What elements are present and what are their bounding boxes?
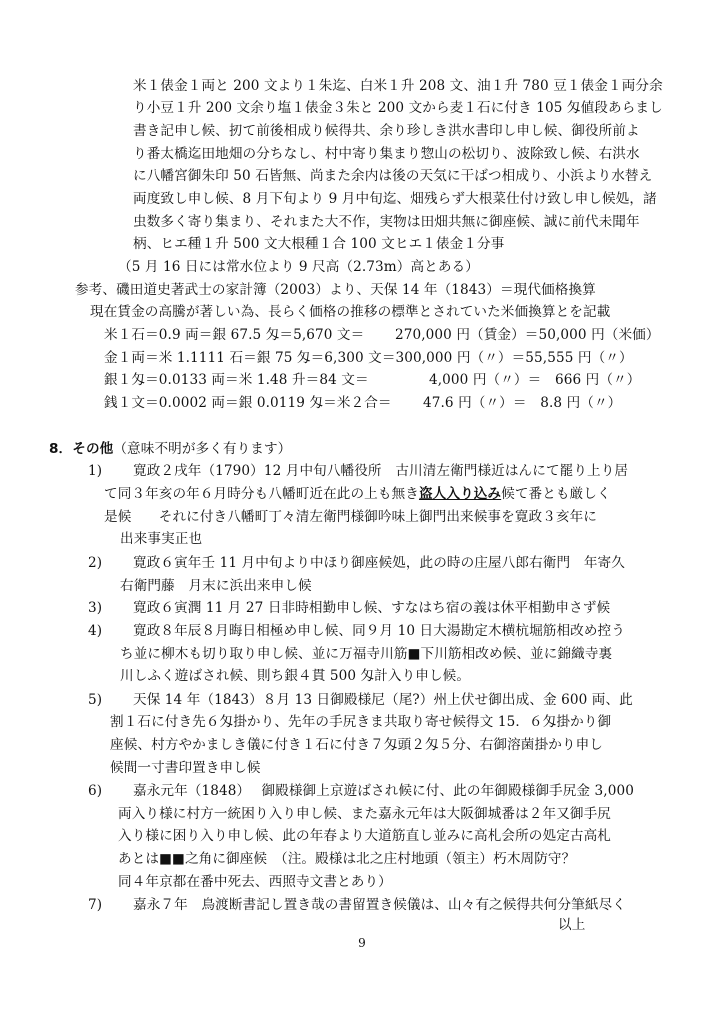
item-text: 候間一寸書印置き申し候 (110, 760, 261, 776)
price-row-left: 銀１匁＝0.0133 両＝米 1.48 升＝84 文＝ (104, 372, 369, 388)
page-number: 9 (358, 936, 366, 950)
item-text: 嘉永元年（1848） 御殿様御上京遊ばされ候に付、此の年御殿様御手尻金 3,000 (133, 783, 634, 799)
text-line: に八幡宮御朱印 50 石皆無、尚また余内は後の天気に干ばつ相成り、小浜より水替え (133, 168, 653, 184)
item-text: 入り様に困り入り申し候、此の年春より大道筋直し並みに高札会所の処定古高札 (118, 828, 611, 844)
item-number: 6) (88, 783, 103, 799)
item-text: ち並に柳木も切り取り申し候、並に万福寺川筋■下川筋相改め候、並に錦織寺裏 (120, 646, 613, 662)
item-text: て同３年亥の年６月時分も八幡町近在此の上も無き盗人入り込み候て番とも厳しく (104, 486, 611, 502)
item-text: 右衛門藤 月末に浜出来申し候 (120, 578, 312, 594)
item-text: 寛政６寅潤 11 月 27 日非時相勤申し候、すなはち宿の義は休平相勤申さず候 (133, 600, 611, 616)
item-number: 3) (88, 600, 103, 616)
item-number: 2) (88, 555, 103, 571)
item-number: 7) (88, 897, 103, 913)
reference-subtitle: 現在賃金の高騰が著しい為、長らく価格の推移の標準とされていた米価換算とを記載 (90, 304, 611, 320)
emphasis-text: 盗人入り込み (418, 486, 502, 502)
text-line: 米１俵金１両と 200 文より１朱迄、白米１升 208 文、油１升 780 豆１俵金１両分余 (133, 78, 663, 94)
item-text: 割１石に付き先６匁掛かり、先年の手尻きま共取り寄せ候得文 15．６匁掛かり御 (110, 714, 612, 730)
item-text: 是候 それに付き八幡町丁々清左衛門様御吟味上御門出来候事を寛政３亥年に (104, 509, 597, 525)
closing-text: 以上 (558, 917, 586, 933)
item-text: 寛政２戌年（1790）12 月中旬八幡役所 古川清左衛門様近はんにて罷り上り居 (133, 463, 629, 479)
item-text: 両入り様に村方一統困り入り申し候、また嘉永元年は大阪御城番は２年又御手尻 (118, 806, 611, 822)
section-number: 8． (49, 441, 73, 457)
price-row-right: 270,000 円（賃金）＝50,000 円（米価） (395, 327, 660, 343)
item-number: 4) (88, 623, 103, 639)
item-text: 寛政８年辰８月晦日相極め申し候、同９月 10 日大湯勘定木横杭堀筋相改め控う (133, 623, 625, 639)
item-text: 天保 14 年（1843）８月 13 日御殿様尼（尾?）州上伏せ御出成、金 600 両、此 (133, 692, 633, 708)
item-text: 出来事実正也 (120, 531, 203, 547)
price-row-right: 4,000 円（〃）＝ 666 円（〃） (429, 372, 641, 388)
item-text: 嘉永７年 鳥渡断書記し置き哉の書留置き候儀は、山々有之候得共何分筆紙尽く (133, 897, 626, 913)
section-heading (49, 439, 291, 459)
price-row-right: 47.6 円（〃）＝ 8.8 円（〃） (423, 395, 622, 411)
reference-title: 参考、磯田道史著武士の家計簿（2003）より、天保 14 年（1843）＝現代価格換算 (75, 282, 596, 298)
price-row-left: 米１石＝0.9 両＝銀 67.5 匁＝5,670 文＝ (104, 327, 365, 343)
text-line: 書き記申し候、扨て前後相成り候得共、余り珍しき洪水書印し申し候、御役所前よ (133, 123, 640, 139)
item-number: 5) (88, 692, 103, 708)
item-text: 寛政６寅年壬 11 月中旬より中ほり御座候処，此の時の庄屋八郎右衛門 年寄久 (133, 555, 625, 571)
text-line: り番太橋迄田地畑の分ちなし、村中寄り集まり惣山の松切り、波除致し候、右洪水 (133, 146, 640, 162)
price-row-left: 銭１文＝0.0002 両＝銀 0.0119 匁＝米２合＝ (104, 395, 392, 411)
section-title: その他 (72, 441, 114, 457)
price-row-left: 金１両＝米 1.1111 石＝銀 75 匁＝6,300 文＝300,000 円（〃）＝55,555 円（〃） (104, 350, 633, 366)
text-line: 虫数多く寄り集まり、それまた大不作，実物は田畑共無に御座候、誠に前代未聞年 (133, 214, 640, 230)
section-note: （意味不明が多く有ります） (113, 441, 292, 457)
text-line: 柄、ヒエ種１升 500 文大根種１合 100 文ヒエ１俵金１分事 (133, 236, 505, 252)
text-line: （5 月 16 日には常水位より 9 尺高（2.73m）高とある） (118, 259, 479, 275)
text-line: り小豆１升 200 文余り塩１俵金３朱と 200 文から麦１石に付き 105 匁値段あらまし (133, 100, 663, 116)
item-number: 1) (88, 463, 103, 479)
item-text: 同４年京都在番中死去、西照寺文書とあり） (118, 874, 392, 890)
item-text: 座候、村方やかましき儀に付き１石に付き７匁頭２匁５分、右御溶菌掛かり申し (110, 737, 603, 753)
item-text: 川しふく遊ばされ候、則ち銀４貫 500 匁計入り申し候。 (120, 668, 471, 684)
item-text: あとは■■之角に御座候 （注。殿様は北之庄村地頭（領主）朽木周防守？ (118, 851, 576, 867)
text-line: 両度致し申し候、8 月下旬より 9 月中旬迄、畑残らず大根菜仕付け致し申し候処，諸 (133, 191, 657, 207)
